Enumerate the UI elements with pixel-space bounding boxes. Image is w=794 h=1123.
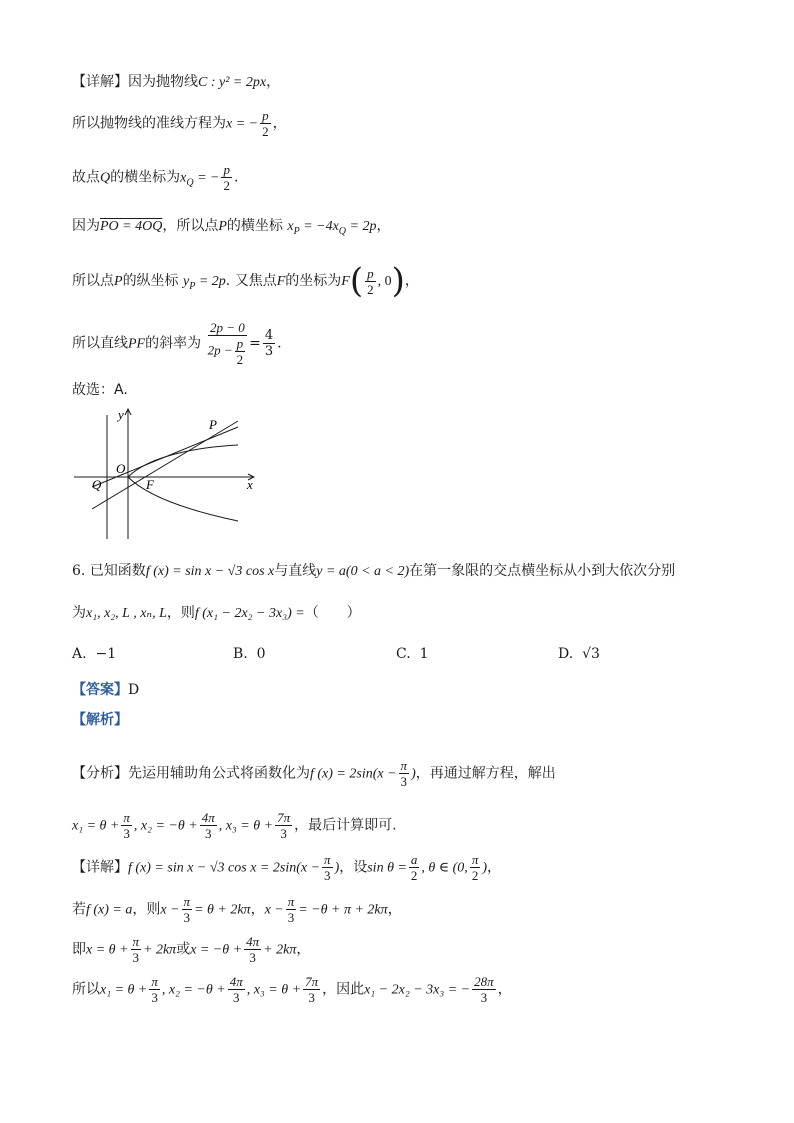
text: ，再通过解方程，解出 <box>415 765 556 782</box>
denominator: 3 <box>400 774 408 789</box>
math: , x₃ = θ + <box>218 818 274 834</box>
line-equation: y = a(0 < a < 2) <box>316 564 410 579</box>
fraction <box>365 266 376 297</box>
text: 所以点 <box>72 273 114 289</box>
label-O: O <box>116 461 126 476</box>
math: ) <box>411 766 416 782</box>
detail-line <box>72 852 501 883</box>
math: = − <box>193 170 220 186</box>
text: ， <box>272 115 287 132</box>
option-d <box>558 646 600 662</box>
line-2 <box>72 108 287 139</box>
fraction <box>149 974 160 1005</box>
denominator: 3 <box>123 826 130 841</box>
sol1-line <box>72 810 397 841</box>
fraction <box>263 328 275 359</box>
denominator: 2 <box>367 281 374 297</box>
text: 先运用辅助角公式将函数化为 <box>128 765 310 782</box>
text: 的坐标为 <box>285 273 342 289</box>
text: 的横坐标 <box>226 218 283 234</box>
fenxi-tag: 【分析】 <box>72 765 128 782</box>
fraction <box>131 934 142 965</box>
text: 所以 <box>72 981 100 998</box>
parabola-equation: C : y² = 2px <box>198 75 267 90</box>
denominator <box>208 336 248 367</box>
text: ， <box>376 218 391 234</box>
answer-blank: （ ） <box>304 605 361 621</box>
text: ， <box>296 941 311 958</box>
numerator: 4 <box>264 328 274 343</box>
math: 2p − <box>207 342 233 358</box>
math: = 2p <box>346 219 377 234</box>
denominator: 3 <box>324 868 331 883</box>
math: x = −θ + <box>190 942 243 958</box>
label-F: F <box>146 477 154 492</box>
text: ， <box>266 74 281 90</box>
math: P <box>114 274 123 289</box>
numerator: π <box>183 894 191 909</box>
math: x <box>180 170 187 186</box>
math: = θ + 2kπ <box>194 902 251 918</box>
vector-equation: PO = 4OQ <box>100 219 163 234</box>
answer-tag: 【答案】 <box>72 682 128 698</box>
numerator: p <box>223 162 230 177</box>
question-6-line-1 <box>72 561 675 582</box>
analysis-tag: 【解析】 <box>72 712 128 728</box>
line-1 <box>72 72 280 93</box>
numerator: 28π <box>474 974 494 989</box>
math: ) <box>334 860 340 876</box>
line-4 <box>72 216 390 242</box>
parabola-graph <box>70 405 260 545</box>
text: ，则 <box>166 605 195 621</box>
fraction <box>275 810 292 841</box>
if-line <box>72 894 402 925</box>
numerator: 7π <box>305 974 319 989</box>
math: sin θ = <box>367 860 407 876</box>
fraction <box>200 810 217 841</box>
math: , θ ∈ (0, <box>421 860 468 876</box>
text: 的斜率为 <box>145 335 202 352</box>
fraction <box>235 336 246 367</box>
math: PF <box>128 336 146 352</box>
text: ，因此 <box>322 981 365 998</box>
text: . <box>277 335 282 352</box>
denominator: 3 <box>151 990 158 1005</box>
fraction <box>399 758 410 789</box>
math: , x₂ = −θ + <box>133 818 198 834</box>
denominator: 3 <box>232 990 240 1005</box>
denominator: 3 <box>308 990 315 1005</box>
text: . 又焦点 <box>225 273 277 289</box>
text: ， <box>250 901 265 918</box>
numerator: π <box>123 810 130 825</box>
fraction <box>472 974 496 1005</box>
analysis-line <box>72 710 128 730</box>
math: = −4x <box>299 219 339 234</box>
denominator: 2 <box>410 868 418 883</box>
denominator: 3 <box>280 826 287 841</box>
fraction <box>286 894 297 925</box>
text: 为 <box>72 605 86 621</box>
text: ， <box>404 273 419 289</box>
denominator: 3 <box>264 344 274 359</box>
denominator: 2 <box>471 868 479 883</box>
math: x₁ = θ + <box>72 818 120 834</box>
text: . <box>233 169 239 186</box>
line-3 <box>72 162 238 193</box>
text: 的横坐标为 <box>110 169 181 186</box>
option-value: 0 <box>256 646 266 662</box>
math: Q <box>100 170 111 186</box>
math: F <box>341 274 350 289</box>
numerator: p <box>262 108 269 123</box>
subscript: Q <box>186 177 194 189</box>
denominator: 3 <box>249 950 256 965</box>
parabola <box>128 445 238 521</box>
denominator: 3 <box>204 826 212 841</box>
answer-value: D <box>128 682 140 698</box>
numerator: 7π <box>277 810 291 825</box>
text: ，最后计算即可. <box>294 817 397 834</box>
numerator: 4π <box>229 974 243 989</box>
label-Q: Q <box>92 477 102 492</box>
option-c <box>396 646 429 662</box>
subscript: P <box>293 225 300 237</box>
math: x − <box>264 902 284 918</box>
denominator: 3 <box>480 990 488 1005</box>
denominator: 3 <box>287 910 295 925</box>
numerator: a <box>410 852 418 867</box>
numerator: p <box>236 336 244 351</box>
function: f (x) = sin x − √3 cos x <box>145 564 275 579</box>
text: ， <box>497 981 512 998</box>
option-label: B. <box>233 646 248 662</box>
fraction <box>244 934 261 965</box>
math: F <box>276 274 286 289</box>
math: x <box>287 219 294 234</box>
fraction <box>228 974 245 1005</box>
math: = −θ + π + 2kπ <box>298 902 388 918</box>
math: f (x) = sin x − √3 cos x = 2sin(x − <box>128 860 321 876</box>
fraction <box>260 108 271 139</box>
math: x₁ − 2x₂ − 3x₃ = − <box>364 982 471 998</box>
subscript: Q <box>338 225 347 237</box>
ji-line <box>72 934 310 965</box>
label-y: y <box>118 407 124 422</box>
so-line <box>72 974 512 1005</box>
numerator: π <box>287 894 295 909</box>
text: 与直线 <box>274 563 317 579</box>
option-value: √3 <box>582 646 600 662</box>
fraction <box>322 852 333 883</box>
text: 因为 <box>72 218 100 234</box>
line-5 <box>72 261 419 301</box>
fraction <box>303 974 320 1005</box>
option-a <box>72 646 116 662</box>
math: + 2kπ <box>263 942 297 958</box>
text: 因为抛物线 <box>128 74 198 90</box>
math: P <box>218 219 227 234</box>
fraction <box>409 852 420 883</box>
fenxi-line <box>72 758 556 789</box>
line-through-F-P <box>92 427 238 487</box>
math: y <box>183 274 190 289</box>
fraction <box>182 894 193 925</box>
sequence: x₁, x₂, L , xₙ, L <box>86 606 167 621</box>
subscript: P <box>189 280 196 292</box>
option-value: 1 <box>419 646 429 662</box>
denominator: 3 <box>183 910 191 925</box>
math: f (x) = a <box>86 902 133 918</box>
paren: ( <box>349 261 364 301</box>
numerator: π <box>151 974 158 989</box>
text: ， <box>387 901 402 918</box>
math: , x₂ = −θ + <box>161 982 226 998</box>
text: ，设 <box>339 859 368 876</box>
option-b <box>233 646 266 662</box>
text: 若 <box>72 901 86 918</box>
question-number: 6. <box>72 563 86 579</box>
option-label: A. <box>72 646 87 662</box>
line-through-Q-P <box>92 421 238 509</box>
question-6-line-2 <box>72 603 361 624</box>
option-label: C. <box>396 646 411 662</box>
text: 即 <box>72 941 86 958</box>
denominator: 2 <box>236 352 244 367</box>
math: = 2p <box>195 274 226 289</box>
math: f (x) = 2sin(x − <box>310 766 397 782</box>
numerator: π <box>324 852 331 867</box>
math: ) <box>482 860 487 876</box>
text: 的纵坐标 <box>122 273 179 289</box>
paren: ) <box>391 261 405 301</box>
numerator: π <box>132 934 140 949</box>
label-P: P <box>209 417 217 432</box>
math: x = θ + <box>86 942 129 958</box>
line-7: 故选：A. <box>72 382 128 398</box>
fraction <box>121 810 132 841</box>
numerator: 4π <box>246 934 260 949</box>
expression: f (x₁ − 2x₂ − 3x₃) = <box>194 606 305 621</box>
numerator: 4π <box>201 810 215 825</box>
line-6 <box>72 320 282 367</box>
math: = <box>249 335 261 352</box>
numerator: 2p − 0 <box>208 320 248 336</box>
denominator: 2 <box>262 124 269 139</box>
option-label: D. <box>558 646 574 662</box>
answer-line <box>72 680 139 700</box>
numerator: p <box>367 265 374 281</box>
text: 所以直线 <box>72 335 128 352</box>
text: 在第一象限的交点横坐标从小到大依次分别 <box>409 563 676 579</box>
label-x: x <box>247 477 253 492</box>
detail-tag: 【详解】 <box>72 74 128 90</box>
text: ，则 <box>132 901 161 918</box>
denominator: 2 <box>223 178 230 193</box>
math: + 2kπ <box>143 942 177 958</box>
text: 已知函数 <box>89 563 146 579</box>
math: , x₃ = θ + <box>246 982 302 998</box>
detail-tag: 【详解】 <box>72 859 128 876</box>
denominator: 3 <box>132 950 139 965</box>
fraction <box>470 852 481 883</box>
text: ， <box>487 859 501 876</box>
math: x = − <box>226 116 259 132</box>
fraction <box>221 162 232 193</box>
text: 故点 <box>72 169 100 186</box>
text: 或 <box>176 941 191 958</box>
numerator: π <box>471 852 479 867</box>
option-value: −1 <box>95 646 117 662</box>
numerator: π <box>400 758 408 773</box>
math: x₁ = θ + <box>100 982 148 998</box>
math: , 0 <box>377 274 392 289</box>
slope-fraction <box>208 320 248 367</box>
text: ，所以点 <box>162 218 219 234</box>
math: x − <box>160 902 180 918</box>
text: 所以抛物线的准线方程为 <box>72 115 226 132</box>
